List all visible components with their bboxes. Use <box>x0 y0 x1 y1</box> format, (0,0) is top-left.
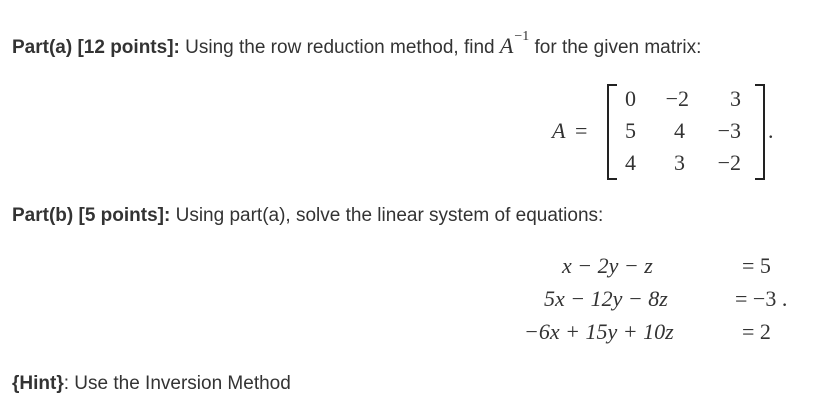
matrix-cell: −2 <box>717 150 741 175</box>
matrix-cell: 3 <box>730 86 741 111</box>
matrix-cell: 0 <box>625 86 636 111</box>
part-a-text-after: for the given matrix: <box>529 37 702 58</box>
matrix-cell: −2 <box>665 86 689 111</box>
equation-lhs: −6x + 15y + 10z <box>524 319 674 344</box>
matrix-block <box>0 0 834 200</box>
equation-lhs: x − 2y − z <box>562 253 653 278</box>
matrix-right-bracket <box>755 84 765 180</box>
part-b-label: Part(b) [5 points]: <box>12 205 171 226</box>
equation-rhs: = 5 <box>742 253 771 278</box>
matrix-cell: 3 <box>674 150 685 175</box>
matrix-equals: = <box>575 118 588 143</box>
hint-text: : Use the Inversion Method <box>63 373 291 394</box>
part-a-label: Part(a) [12 points]: <box>12 37 180 58</box>
hint <box>12 373 291 395</box>
matrix-terminator: . <box>768 118 774 143</box>
matrix-cell: 4 <box>625 150 636 175</box>
equation-rhs: = −3 . <box>735 286 788 311</box>
hint-label: {Hint} <box>12 373 64 394</box>
equation-rhs: = 2 <box>742 319 771 344</box>
part-a-text-before: Using the row reduction method, find <box>179 37 500 58</box>
part-a-symbol: A <box>499 33 514 58</box>
matrix-name: A <box>552 118 566 143</box>
equation-lhs: 5x − 12y − 8z <box>544 286 668 311</box>
matrix-cell: −3 <box>717 118 741 143</box>
part-b-prompt <box>12 205 603 227</box>
matrix-cell: 4 <box>674 118 685 143</box>
part-b-text: Using part(a), solve the linear system of equations: <box>170 205 604 226</box>
part-a-exponent: −1 <box>514 29 530 44</box>
matrix-cell: 5 <box>625 118 636 143</box>
